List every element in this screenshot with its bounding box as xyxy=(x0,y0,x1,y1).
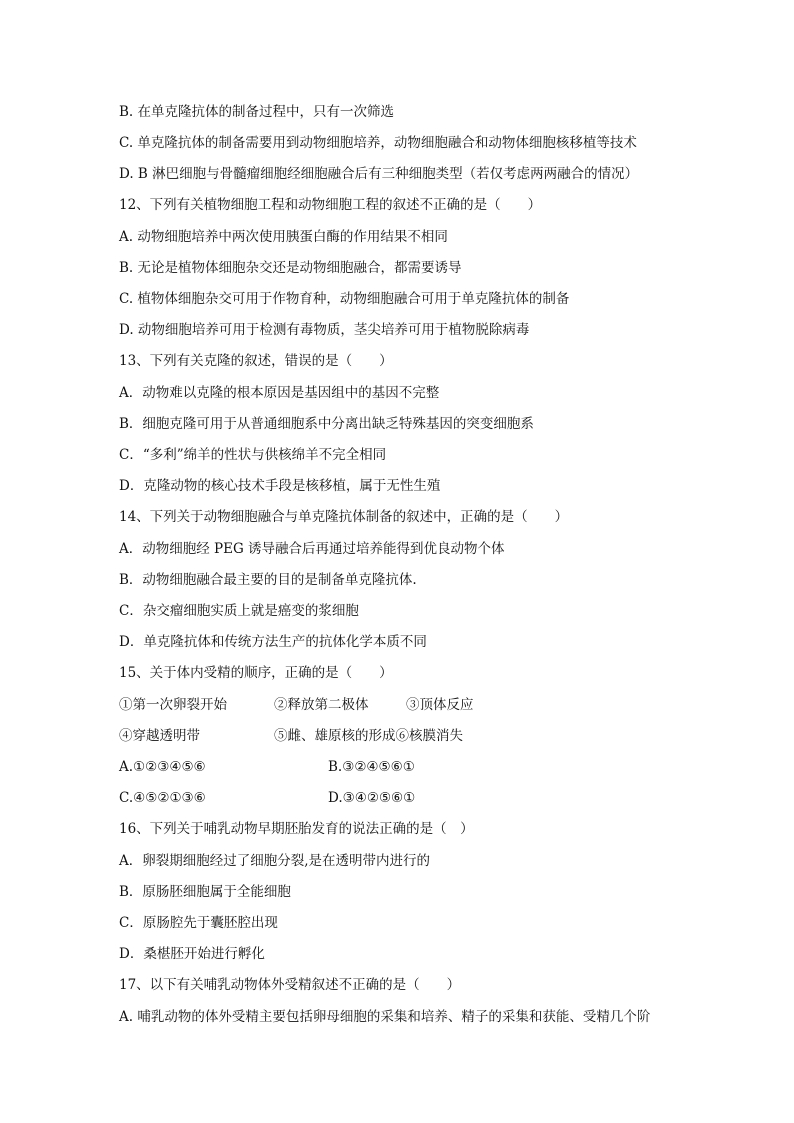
q13-option-d: D．克隆动物的核心技术手段是核移植，属于无性生殖 xyxy=(119,478,441,494)
q14-option-d: D．单克隆抗体和传统方法生产的抗体化学本质不同 xyxy=(119,634,427,650)
q16-option-d: D．桑椹胚开始进行孵化 xyxy=(119,946,265,962)
q12-option-d: D. 动物细胞培养可用于检测有毒物质，茎尖培养可用于植物脱除病毒 xyxy=(119,322,530,338)
q14-option-a: A．动物细胞经 PEG 诱导融合后再通过培养能得到优良动物个体 xyxy=(119,541,505,557)
q16-option-c: C．原肠腔先于囊胚腔出现 xyxy=(119,915,278,931)
q15-step-2: ②释放第二极体 xyxy=(274,697,369,713)
q11-option-b: B. 在单克隆抗体的制备过程中，只有一次筛选 xyxy=(119,104,395,120)
q16-option-a: A．卵裂期细胞经过了细胞分裂,是在透明带内进行的 xyxy=(119,853,431,869)
q13-option-a: A．动物难以克隆的根本原因是基因组中的基因不完整 xyxy=(119,385,440,401)
q13-stem: 13、下列有关克隆的叙述，错误的是（ ） xyxy=(119,353,393,369)
q15-option-c: C.④⑤②①③⑥ xyxy=(119,790,206,806)
q13-option-c: C．“多利”绵羊的性状与供核绵羊不完全相同 xyxy=(119,447,387,463)
q11-option-d: D. B 淋巴细胞与骨髓瘤细胞经细胞融合后有三种细胞类型（若仅考虑两两融合的情况） xyxy=(119,166,639,182)
q15-step-1: ①第一次卵裂开始 xyxy=(119,697,227,713)
q14-option-c: C．杂交瘤细胞实质上就是癌变的浆细胞 xyxy=(119,603,359,619)
q11-option-c: C. 单克隆抗体的制备需要用到动物细胞培养，动物细胞融合和动物体细胞核移植等技术 xyxy=(119,135,637,151)
q15-option-a: A.①②③④⑤⑥ xyxy=(119,759,206,775)
q17-option-a: A. 哺乳动物的体外受精主要包括卵母细胞的采集和培养、精子的采集和获能、受精几个阶 xyxy=(119,1009,651,1025)
q17-stem: 17、以下有关哺乳动物体外受精叙述不正确的是（ ） xyxy=(119,977,461,993)
q12-option-c: C. 植物体细胞杂交可用于作物育种，动物细胞融合可用于单克隆抗体的制备 xyxy=(119,291,570,307)
q16-option-b: B．原肠胚细胞属于全能细胞 xyxy=(119,884,291,900)
q14-option-b: B．动物细胞融合最主要的目的是制备单克隆抗体. xyxy=(119,572,417,588)
q12-option-a: A. 动物细胞培养中两次使用胰蛋白酶的作用结果不相同 xyxy=(119,229,448,245)
q14-stem: 14、下列关于动物细胞融合与单克隆抗体制备的叙述中，正确的是（ ） xyxy=(119,509,569,525)
q15-option-d: D.③④②⑤⑥① xyxy=(328,790,416,806)
q16-stem: 16、下列关于哺乳动物早期胚胎发育的说法正确的是（ ） xyxy=(119,821,474,837)
q15-option-b: B.③②④⑤⑥① xyxy=(328,759,415,775)
q13-option-b: B．细胞克隆可用于从普通细胞系中分离出缺乏特殊基因的突变细胞系 xyxy=(119,416,534,432)
q12-stem: 12、下列有关植物细胞工程和动物细胞工程的叙述不正确的是（ ） xyxy=(119,197,542,213)
q15-stem: 15、关于体内受精的顺序，正确的是（ ） xyxy=(119,665,393,681)
q15-step-5-6: ⑤雌、雄原核的形成⑥核膜消失 xyxy=(274,728,463,744)
q12-option-b: B. 无论是植物体细胞杂交还是动物细胞融合，都需要诱导 xyxy=(119,260,462,276)
q15-step-3: ③顶体反应 xyxy=(406,697,474,713)
q15-step-4: ④穿越透明带 xyxy=(119,728,200,744)
